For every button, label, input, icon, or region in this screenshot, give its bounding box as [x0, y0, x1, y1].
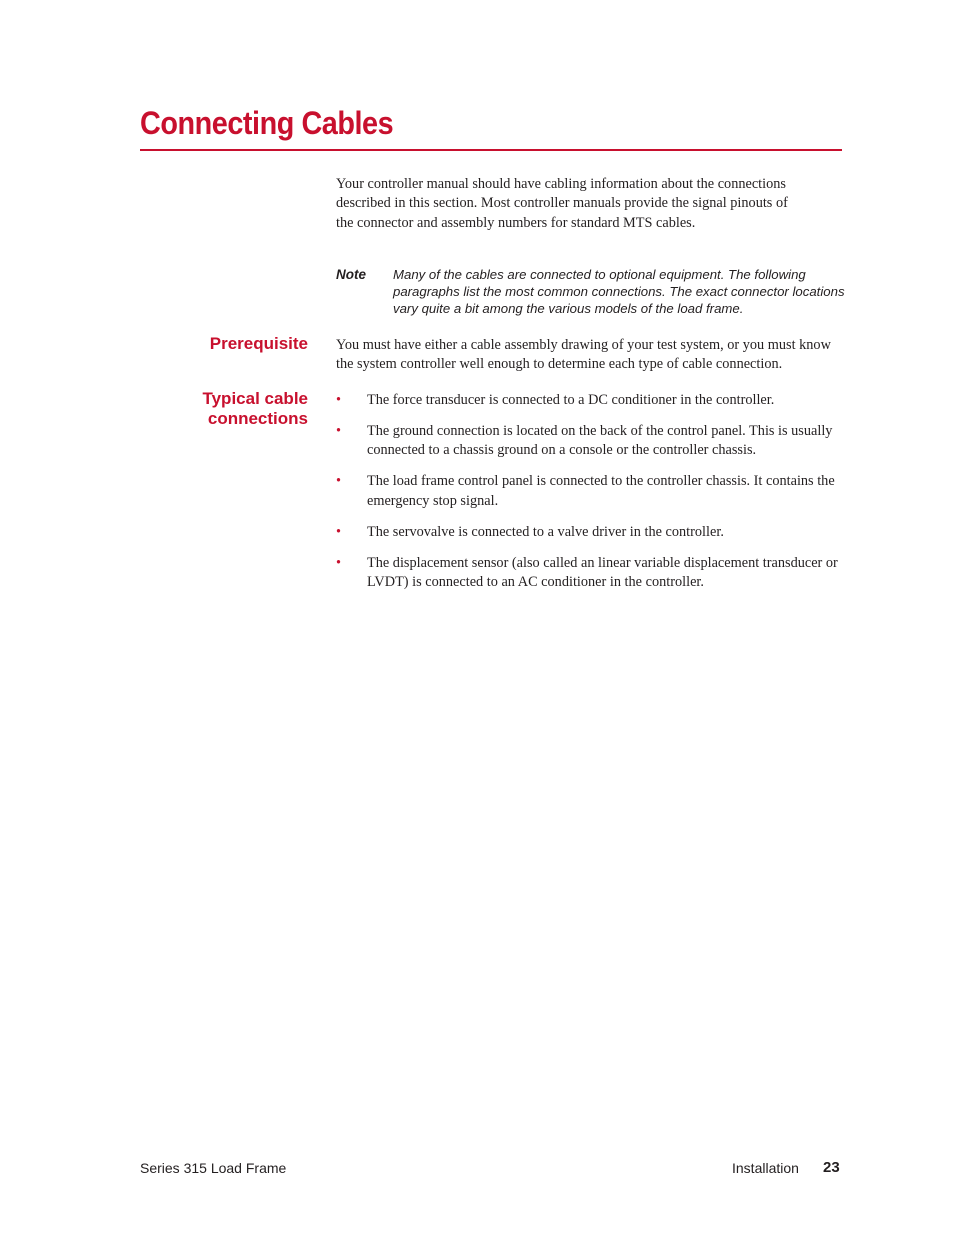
list-item — [336, 523, 848, 542]
bullet-icon: • — [336, 392, 342, 408]
list-item-text: The ground connection is located on the back of the control panel. This is usually connected to a chassis ground on a console or the controller chassis. — [367, 422, 833, 459]
bullet-icon: • — [336, 422, 342, 439]
note-label: Note — [336, 267, 366, 282]
footer-document-title: Series 315 Load Frame — [140, 1160, 287, 1176]
intro-paragraph: Your controller manual should have cabling information about the connections described in this section. Most controller manuals provide the signal pinouts of the connector and assembly numbers for standard MTS cables. — [336, 176, 788, 231]
bullet-icon: • — [336, 523, 342, 540]
page-number: 23 — [823, 1159, 840, 1176]
prerequisite-heading: Prerequisite — [209, 334, 308, 353]
list-item — [336, 472, 848, 511]
list-item-text: The displacement sensor (also called an linear variable displacement transducer or LVDT) is connected to an AC conditioner in the controller. — [367, 554, 838, 590]
bullet-icon: • — [336, 554, 342, 571]
prerequisite-paragraph: You must have either a cable assembly drawing of your test system, or you must know the system controller well enough to determine each type of cable connection. — [336, 337, 831, 373]
list-item — [336, 391, 848, 410]
connections-list — [336, 391, 848, 604]
list-item-text: The servovalve is connected to a valve driver in the controller. — [367, 523, 724, 540]
footer-section-name: Installation — [732, 1160, 799, 1176]
list-item — [336, 554, 848, 593]
title-rule — [140, 149, 842, 151]
page-title: Connecting Cables — [140, 105, 394, 141]
typical-connections-heading: Typical cable connections — [202, 389, 308, 428]
list-item — [336, 422, 848, 461]
bullet-icon: • — [336, 473, 342, 490]
note-text: Many of the cables are connected to optional equipment. The following paragraphs list the most common connections. The exact connector locations vary quite a bit among the various models of the load frame. — [393, 267, 845, 316]
list-item-text: The load frame control panel is connected to the controller chassis. It contains the emergency stop signal. — [367, 473, 835, 509]
list-item-text: The force transducer is connected to a DC conditioner in the controller. — [367, 392, 775, 408]
